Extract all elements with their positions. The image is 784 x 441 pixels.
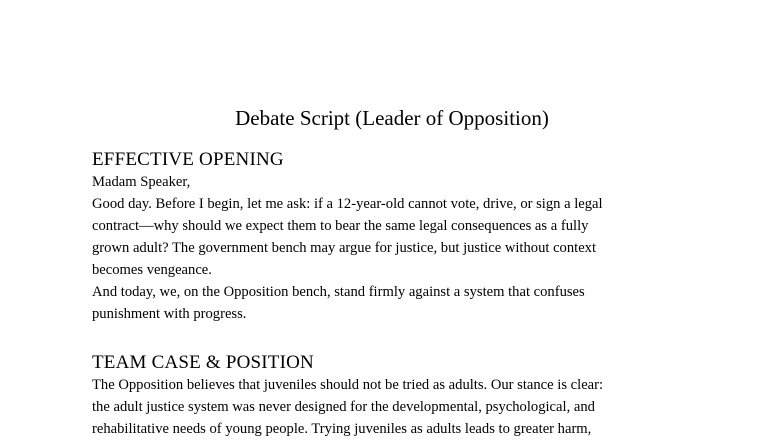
section-heading: TEAM CASE & POSITION bbox=[92, 352, 314, 373]
document-title: Debate Script (Leader of Opposition) bbox=[235, 106, 549, 130]
section-effective-opening bbox=[92, 149, 692, 325]
body-line: rehabilitative needs of young people. Trying juveniles as adults leads to greater harm, bbox=[92, 421, 592, 437]
body-line: Madam Speaker, bbox=[92, 174, 191, 190]
body-line: The Opposition believes that juveniles should not be tried as adults. Our stance is clear: bbox=[92, 377, 604, 393]
body-line: contract—why should we expect them to bear the same legal consequences as a fully bbox=[92, 218, 589, 234]
body-line: the adult justice system was never designed for the developmental, psychological, and bbox=[92, 399, 595, 415]
body-line: Good day. Before I begin, let me ask: if a 12-year-old cannot vote, drive, or sign a legal bbox=[92, 196, 603, 212]
body-line: becomes vengeance. bbox=[92, 262, 212, 278]
body-line: And today, we, on the Opposition bench, stand firmly against a system that confuses bbox=[92, 284, 585, 300]
body-line: punishment with progress. bbox=[92, 306, 247, 322]
section-team-case-position bbox=[92, 352, 692, 440]
body-line: grown adult? The government bench may argue for justice, but justice without context bbox=[92, 240, 597, 256]
section-heading: EFFECTIVE OPENING bbox=[92, 149, 284, 170]
